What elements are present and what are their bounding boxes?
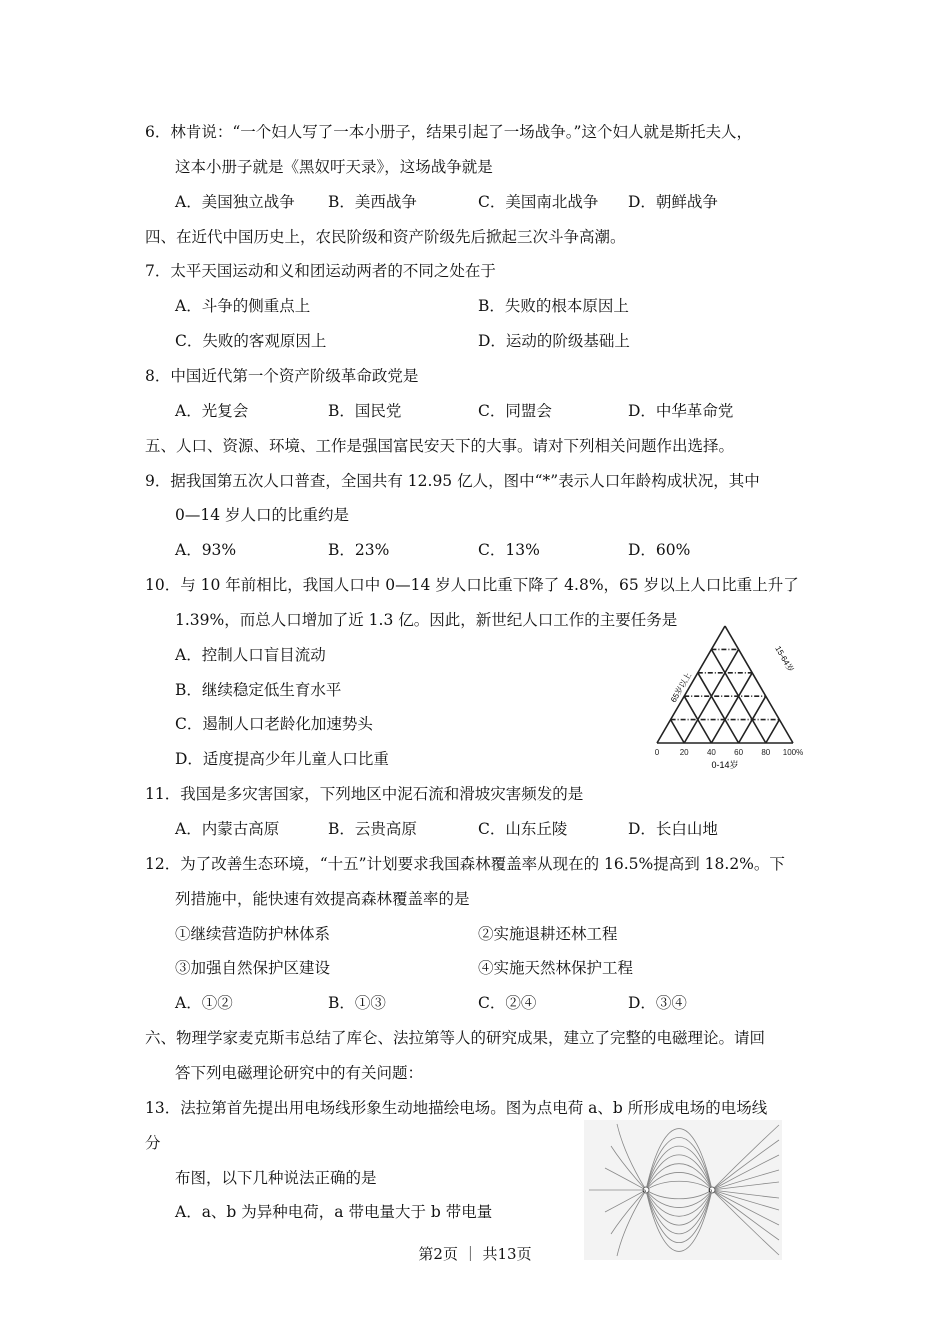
line-q9-options: [0, 538, 950, 562]
line-q10-b: B．继续稳定低生育水平: [175, 680, 342, 699]
line-section-5: 五、人口、资源、环境、工作是强国富民安天下的大事。请对下列相关问题作出选择。: [145, 436, 735, 455]
option: D．60%: [628, 541, 691, 560]
option: ①继续营造防护林体系: [175, 924, 331, 943]
page-footer: 第2页 ｜ 共13页: [418, 1245, 532, 1263]
line-q10-d: D．适度提高少年儿童人口比重: [175, 750, 389, 769]
line-q8-options: [0, 399, 950, 423]
option: B．23%: [328, 541, 390, 560]
line-q7-options-1: [0, 294, 950, 318]
field-line: [712, 1190, 779, 1240]
line-q11-options: [0, 817, 950, 841]
line-q13-cont1: 分: [145, 1133, 161, 1152]
line-q10-cont: 1.39%，而总人口增加了近 1.3 亿。因此，新世纪人口工作的主要任务是: [175, 610, 678, 629]
option: A．美国独立战争: [175, 192, 295, 211]
line-q12-cont: 列措施中，能快速有效提高森林覆盖率的是: [175, 889, 470, 908]
field-line: [712, 1182, 779, 1190]
line-q6: 6．林肯说：“一个妇人写了一本小册子，结果引起了一场战争。”这个妇人就是斯托夫人，: [145, 123, 752, 141]
charge-b-label: b: [709, 1188, 713, 1194]
field-line: [646, 1190, 712, 1234]
bottom-tick-label: 0: [654, 748, 660, 757]
field-line: [646, 1164, 712, 1190]
line-q7-options-2: [0, 329, 950, 353]
line-q13-cont2: 布图，以下几种说法正确的是: [175, 1168, 377, 1187]
option: D．朝鲜战争: [628, 192, 718, 211]
option: B．美西战争: [328, 192, 417, 211]
option: C．山东丘陵: [478, 820, 568, 838]
bottom-tick-label: 20: [679, 748, 689, 757]
field-line: [712, 1125, 779, 1190]
option: ④实施天然林保护工程: [478, 959, 634, 978]
line-q7: 7．太平天国运动和义和团运动两者的不同之处在于: [145, 262, 496, 281]
option: D．长白山地: [628, 820, 718, 838]
line-q6-options: [0, 190, 950, 214]
line-q8: 8．中国近代第一个资产阶级革命政党是: [145, 366, 419, 385]
option: B．①③: [328, 994, 386, 1013]
line-q12: 12．为了改善生态环境，“十五”计划要求我国森林覆盖率从现在的 16.5%提高到 18.2%。下: [145, 854, 785, 873]
option: D．③④: [628, 994, 687, 1013]
bottom-tick-label: 60: [734, 748, 744, 757]
option: C．同盟会: [478, 401, 552, 420]
grid-line: [766, 720, 780, 743]
field-line: [611, 1190, 646, 1234]
left-axis-label: 65岁以上: [668, 671, 694, 704]
line-q12-items-1: [0, 922, 950, 946]
field-line: [617, 1124, 646, 1190]
option: D．运动的阶级基础上: [478, 332, 630, 351]
option: C．②④: [478, 994, 537, 1013]
option: A．内蒙古高原: [175, 820, 280, 838]
line-q6-cont: 这本小册子就是《黑奴吁天录》，这场战争就是: [175, 157, 493, 176]
field-line: [646, 1146, 712, 1190]
line-q13-a: A．a、b 为异种电荷，a 带电量大于 b 带电量: [175, 1203, 493, 1222]
line-section-4: 四、在近代中国历史上，农民阶级和资产阶级先后掀起三次斗争高潮。: [145, 227, 626, 246]
field-line: [712, 1190, 779, 1198]
line-q12-items-2: [0, 956, 950, 980]
field-line: [646, 1190, 712, 1199]
line-q9: 9．据我国第五次人口普查，全国共有 12.95 亿人，图中“*”表示人口年龄构成状况，其中: [145, 471, 760, 490]
bottom-tick-label: 40: [706, 748, 716, 757]
option: ②实施退耕还林工程: [478, 924, 618, 943]
line-q10-c: C．遏制人口老龄化加速势头: [175, 715, 373, 734]
line-q10-a: A．控制人口盲目流动: [175, 645, 326, 664]
grid-line: [657, 626, 725, 743]
option: C．13%: [478, 541, 540, 560]
line-q11: 11．我国是多灾害国家，下列地区中泥石流和滑坡灾害频发的是: [145, 785, 584, 804]
line-q10: 10．与 10 年前相比，我国人口中 0—14 岁人口比重下降了 4.8%，65 岁以上人口比重上升了: [145, 576, 799, 595]
bottom-tick-label: 80: [761, 748, 771, 757]
right-axis-label: 15-64岁: [773, 644, 796, 674]
option: D．中华革命党: [628, 401, 734, 420]
field-line: [646, 1181, 712, 1190]
grid-line: [725, 626, 793, 743]
line-q9-cont: 0—14 岁人口的比重约是: [175, 506, 350, 525]
field-line: [646, 1190, 712, 1216]
option: A．93%: [175, 541, 237, 560]
bottom-tick-label: 100%: [782, 748, 804, 757]
grid-line: [671, 720, 685, 743]
option: B．失败的根本原因上: [478, 297, 629, 316]
line-q13: 13．法拉第首先提出用电场线形象生动地描绘电场。图为点电荷 a、b 所形成电场的电场线: [145, 1098, 768, 1117]
option: C．美国南北战争: [478, 192, 599, 211]
option: A．①②: [175, 994, 233, 1013]
option: C．失败的客观原因上: [175, 332, 327, 351]
option: B．国民党: [328, 401, 402, 420]
option: A．光复会: [175, 401, 249, 420]
field-line: [611, 1146, 646, 1190]
population-triangle-diagram: [645, 608, 810, 773]
line-q12-options: [0, 991, 950, 1015]
bottom-axis-label: 0-14岁: [711, 760, 739, 770]
charge-a-label: a: [643, 1188, 646, 1194]
option: ③加强自然保护区建设: [175, 959, 331, 978]
electric-field-lines-figure: [584, 1120, 782, 1260]
field-line: [646, 1129, 712, 1190]
option: A．斗争的侧重点上: [175, 297, 311, 316]
line-section-6: 六、物理学家麦克斯韦总结了库仑、法拉第等人的研究成果，建立了完整的电磁理论。请回: [145, 1029, 766, 1048]
field-line: [712, 1140, 779, 1190]
line-section-6-cont: 答下列电磁理论研究中的有关问题：: [175, 1063, 424, 1082]
option: B．云贵高原: [328, 820, 417, 838]
